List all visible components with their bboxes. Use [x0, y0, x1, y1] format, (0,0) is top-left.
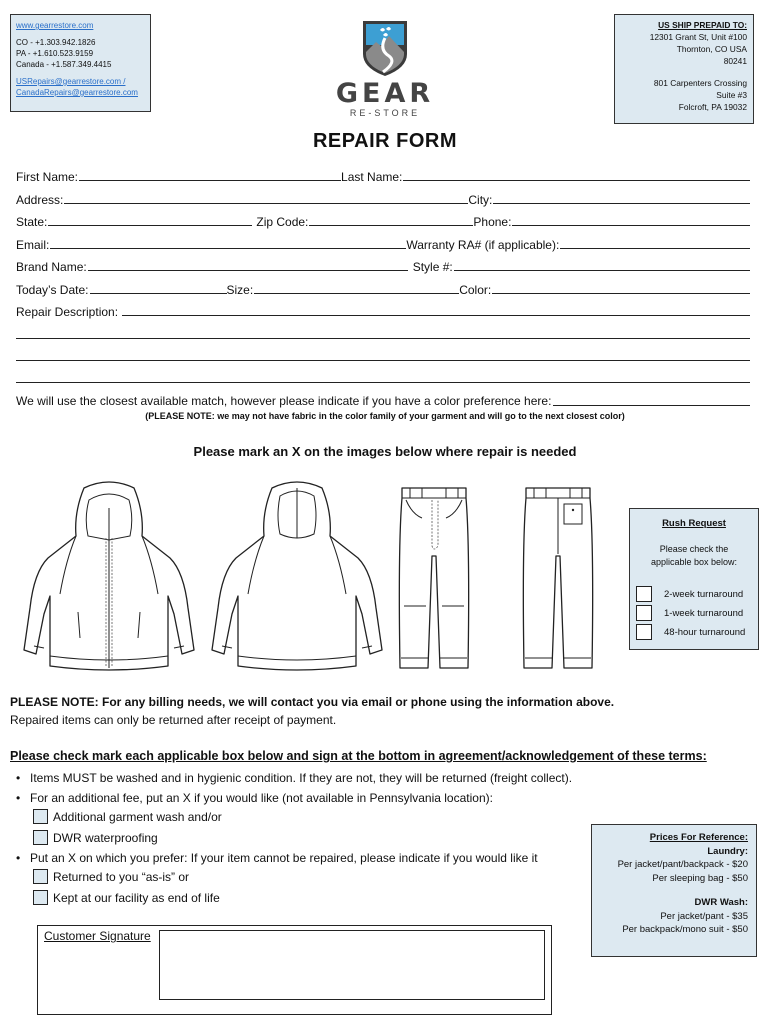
jacket-front-image[interactable]	[22, 478, 196, 676]
last-name-field[interactable]	[403, 179, 750, 181]
returned-as-is-checkbox[interactable]	[33, 869, 48, 884]
pants-back-image[interactable]	[520, 486, 596, 672]
repair-desc-label: Repair Description:	[16, 305, 119, 319]
rush-title: Rush Request	[662, 518, 726, 529]
billing-note: PLEASE NOTE: For any billing needs, we will contact you via email or phone using the information above.	[10, 695, 615, 709]
rush-option-48-hour[interactable]	[636, 624, 756, 640]
dwr-price-1: Per jacket/pant - $35	[660, 910, 748, 922]
repair-desc-row	[16, 301, 750, 319]
brand-field[interactable]	[88, 269, 408, 271]
rush-option-2-week[interactable]	[636, 586, 756, 602]
date-field[interactable]	[90, 292, 227, 294]
laundry-price-2: Per sleeping bag - $50	[652, 872, 748, 884]
city-field[interactable]	[493, 202, 750, 204]
email-us-link[interactable]: USRepairs@gearrestore.com /	[16, 77, 126, 86]
first-name-label: First Name:	[16, 170, 79, 184]
city-label: City:	[468, 193, 493, 207]
date-row	[16, 279, 750, 297]
color-preference-label: We will use the closest available match, however please indicate if you have a color preference here:	[16, 394, 552, 408]
terms-bullet-washed: • Items MUST be washed and in hygienic condition. If they are not, they will be returned (freight collect).	[16, 771, 572, 785]
date-label: Today’s Date:	[16, 283, 89, 297]
state-field[interactable]	[48, 224, 252, 226]
state-row	[16, 211, 750, 229]
repair-desc-field[interactable]	[122, 314, 750, 316]
zip-label: Zip Code:	[256, 215, 309, 229]
terms-bullet-prefer: • Put an X on which you prefer: If your item cannot be repaired, please indicate if you would like it	[16, 851, 538, 865]
ship-addr2-line1: 801 Carpenters Crossing	[653, 78, 747, 88]
ship-addr2-line3: Folcroft, PA 19032	[678, 102, 747, 112]
rush-request-box	[629, 508, 759, 650]
shield-mountain-icon	[359, 18, 411, 78]
color-label: Color:	[459, 283, 492, 297]
size-label: Size:	[226, 283, 254, 297]
warranty-field[interactable]	[560, 247, 750, 249]
style-label: Style #:	[412, 260, 453, 274]
dwr-price-2: Per backpack/mono suit - $50	[622, 924, 748, 935]
email-row	[16, 234, 750, 252]
last-name-label: Last Name:	[341, 170, 403, 184]
ship-addr1-line3: 80241	[723, 56, 747, 66]
ship-title: US SHIP PREPAID TO:	[658, 20, 747, 30]
ship-addr1-line2: Thornton, CO USA	[676, 44, 747, 54]
color-preference-field[interactable]	[553, 404, 750, 406]
phone-label: Phone:	[473, 215, 512, 229]
garment-wash-checkbox[interactable]	[33, 809, 48, 824]
dwr-label: DWR waterproofing	[53, 830, 158, 845]
name-row	[16, 166, 750, 184]
address-row	[16, 189, 750, 207]
color-field[interactable]	[492, 292, 750, 294]
terms-bullet-fee: • For an additional fee, put an X if you would like (not available in Pennsylvania location):	[16, 791, 493, 805]
jacket-back-image[interactable]	[210, 478, 384, 676]
gear-restore-logo	[320, 18, 450, 118]
brand-row	[16, 256, 750, 274]
payment-note: Repaired items can only be returned after receipt of payment.	[10, 713, 337, 727]
rush-2-week-label: 2-week turnaround	[664, 588, 744, 600]
rush-2-week-checkbox[interactable]	[636, 586, 652, 602]
prices-title: Prices For Reference:	[649, 832, 748, 843]
website-link[interactable]: www.gearrestore.com	[16, 21, 94, 30]
pants-front-image[interactable]	[396, 486, 472, 672]
dwr-checkbox[interactable]	[33, 830, 48, 845]
email-label: Email:	[16, 238, 50, 252]
rush-1-week-checkbox[interactable]	[636, 605, 652, 621]
option-returned-as-is[interactable]	[33, 869, 189, 884]
first-name-field[interactable]	[79, 179, 341, 181]
rush-48-hour-label: 48-hour turnaround	[664, 626, 746, 638]
repair-desc-line-4[interactable]	[16, 382, 750, 383]
rush-48-hour-checkbox[interactable]	[636, 624, 652, 640]
zip-field[interactable]	[309, 224, 473, 226]
ship-address-box	[614, 14, 754, 124]
signature-field[interactable]	[159, 930, 545, 1000]
rush-1-week-label: 1-week turnaround	[664, 607, 744, 619]
laundry-heading: Laundry:	[707, 845, 748, 857]
phone-canada: Canada - +1.587.349.4415	[16, 60, 112, 69]
phone-pa: PA - +1.610.523.9159	[16, 49, 94, 58]
end-of-life-checkbox[interactable]	[33, 890, 48, 905]
phone-field[interactable]	[512, 224, 750, 226]
address-field[interactable]	[64, 202, 468, 204]
state-label: State:	[16, 215, 48, 229]
returned-as-is-label: Returned to you “as-is” or	[53, 869, 190, 884]
repair-desc-line-3[interactable]	[16, 360, 750, 361]
color-preference-row	[16, 392, 750, 408]
option-end-of-life[interactable]	[33, 890, 220, 905]
address-label: Address:	[16, 193, 64, 207]
color-note: (PLEASE NOTE: we may not have fabric in the color family of your garment and will go to the next closest color)	[145, 411, 625, 421]
repair-desc-line-2[interactable]	[16, 338, 750, 339]
mark-x-instruction: Please mark an X on the images below where repair is needed	[193, 444, 577, 459]
logo-gear-text: GEAR	[335, 78, 435, 109]
prices-box	[591, 824, 757, 957]
option-dwr[interactable]	[33, 830, 158, 845]
phone-co: CO - +1.303.942.1826	[16, 38, 96, 47]
terms-heading: Please check mark each applicable box below and sign at the bottom in agreement/acknowledgement of these terms:	[10, 749, 707, 763]
rush-option-1-week[interactable]	[636, 605, 756, 621]
rush-desc-line1: Please check the	[659, 544, 729, 554]
logo-restore-text: RE-STORE	[349, 108, 421, 118]
signature-label: Customer Signature	[44, 929, 151, 943]
page-title: REPAIR FORM	[312, 130, 457, 152]
style-field[interactable]	[454, 269, 750, 271]
end-of-life-label: Kept at our facility as end of life	[53, 890, 220, 905]
warranty-label: Warranty RA# (if applicable):	[406, 238, 560, 252]
email-canada-link[interactable]: CanadaRepairs@gearrestore.com	[16, 88, 138, 97]
dwr-heading: DWR Wash:	[694, 897, 748, 908]
brand-label: Brand Name:	[16, 260, 87, 274]
garment-wash-label: Additional garment wash and/or	[53, 809, 222, 824]
ship-addr1-line1: 12301 Grant St, Unit #100	[649, 32, 747, 42]
contact-box	[10, 14, 151, 112]
size-field[interactable]	[254, 292, 459, 294]
option-garment-wash[interactable]	[33, 809, 222, 824]
laundry-price-1: Per jacket/pant/backpack - $20	[617, 859, 748, 870]
rush-desc-line2: applicable box below:	[650, 557, 738, 567]
email-field[interactable]	[50, 247, 406, 249]
ship-addr2-line2: Suite #3	[716, 90, 747, 100]
